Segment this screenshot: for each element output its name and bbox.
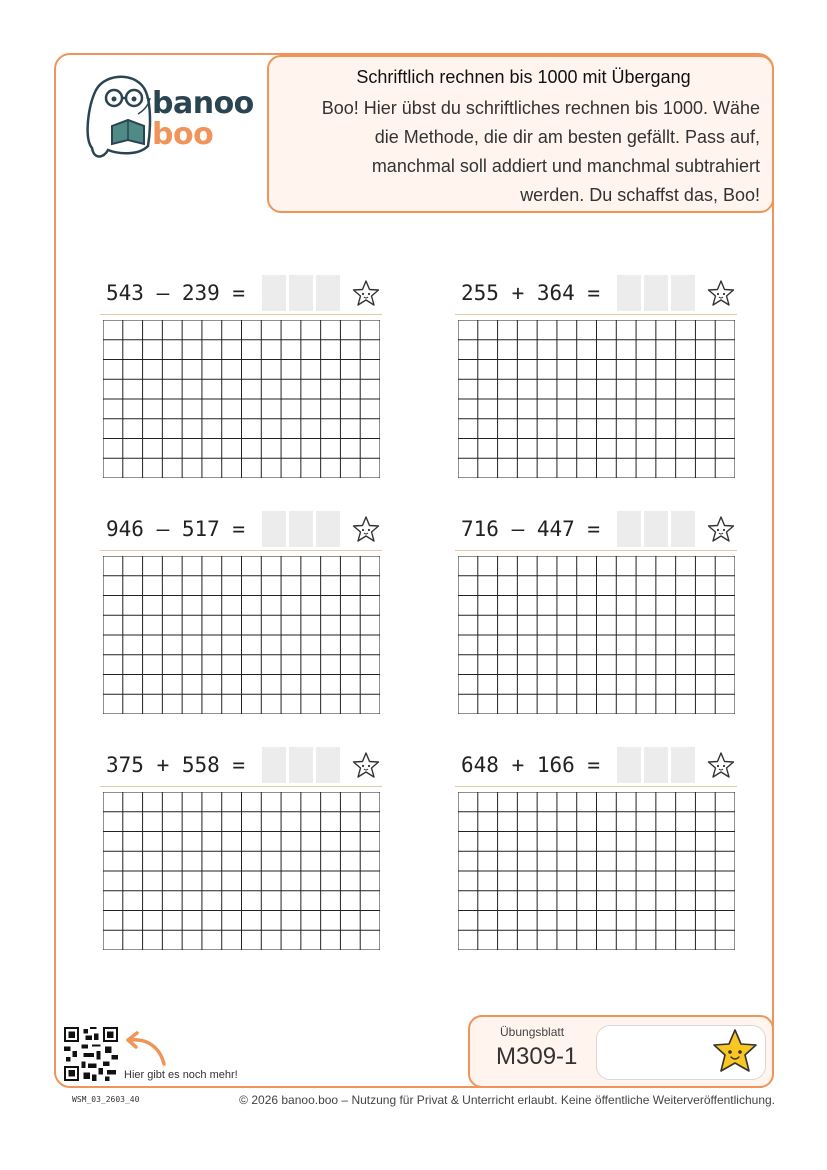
answer-box-hundreds[interactable]: [617, 747, 641, 783]
answer-box-hundreds[interactable]: [617, 511, 641, 547]
equation-row: [455, 746, 737, 786]
equation-underline: [455, 314, 737, 315]
answer-box-tens[interactable]: [289, 747, 313, 783]
equation-row: [455, 510, 737, 550]
answer-box-hundreds[interactable]: [262, 511, 286, 547]
equation-row: [455, 274, 737, 314]
equation-underline: [100, 314, 382, 315]
answer-box-tens[interactable]: [644, 275, 668, 311]
document-id: WSM_03_2603_40: [72, 1095, 140, 1104]
answer-box-ones[interactable]: [671, 511, 695, 547]
calculation-grid[interactable]: [103, 792, 380, 950]
worksheet-title: Schriftlich rechnen bis 1000 mit Übergang: [356, 67, 691, 87]
instruction-line-4: werden. Du schaffst das, Boo!: [520, 185, 760, 205]
equation-text: 648 + 166 =: [461, 753, 601, 777]
answer-box-hundreds[interactable]: [262, 275, 286, 311]
more-content-link[interactable]: Hier gibt es noch mehr!: [124, 1069, 238, 1081]
answer-box-tens[interactable]: [289, 511, 313, 547]
instructions-box: [267, 55, 774, 213]
equation-text: 716 – 447 =: [461, 517, 601, 541]
star-icon[interactable]: [705, 278, 737, 310]
equation-row: [100, 274, 382, 314]
calculation-grid[interactable]: [458, 556, 735, 714]
equation-text: 543 – 239 =: [106, 281, 246, 305]
result-field[interactable]: [596, 1025, 766, 1080]
answer-box-ones[interactable]: [316, 511, 340, 547]
answer-box-tens[interactable]: [289, 275, 313, 311]
equation-row: [100, 510, 382, 550]
answer-box-tens[interactable]: [644, 511, 668, 547]
equation-underline: [100, 786, 382, 787]
qr-code-icon[interactable]: [64, 1027, 118, 1081]
equation-text: 255 + 364 =: [461, 281, 601, 305]
worksheet-label: Übungsblatt: [500, 1025, 565, 1039]
answer-box-ones[interactable]: [671, 275, 695, 311]
equation-underline: [100, 550, 382, 551]
happy-star-icon: [709, 1027, 761, 1079]
answer-box-ones[interactable]: [316, 747, 340, 783]
equation-text: 375 + 558 =: [106, 753, 246, 777]
star-icon[interactable]: [705, 514, 737, 546]
answer-box-hundreds[interactable]: [262, 747, 286, 783]
worksheet-id-box: [468, 1015, 774, 1088]
equation-underline: [455, 550, 737, 551]
instruction-line-1: Boo! Hier übst du schriftliches rechnen bis 1000. Wähe: [321, 98, 760, 118]
calculation-grid[interactable]: [103, 320, 380, 478]
calculation-grid[interactable]: [458, 792, 735, 950]
calculation-grid[interactable]: [458, 320, 735, 478]
star-icon[interactable]: [705, 750, 737, 782]
curved-arrow-icon: [120, 1030, 168, 1070]
answer-box-hundreds[interactable]: [617, 275, 641, 311]
star-icon[interactable]: [350, 278, 382, 310]
answer-box-tens[interactable]: [644, 747, 668, 783]
instruction-line-3: manchmal soll addiert und manchmal subtrahiert: [371, 156, 760, 176]
answer-box-ones[interactable]: [671, 747, 695, 783]
equation-text: 946 – 517 =: [106, 517, 246, 541]
worksheet-code: M309-1: [496, 1043, 578, 1070]
equation-row: [100, 746, 382, 786]
answer-box-ones[interactable]: [316, 275, 340, 311]
equation-underline: [455, 786, 737, 787]
copyright-notice: © 2026 banoo.boo – Nutzung für Privat & Unterricht erlaubt. Keine öffentliche Weiterveröffentlichung.: [239, 1093, 775, 1107]
instruction-line-2: die Methode, die dir am besten gefällt. Pass auf,: [374, 127, 760, 147]
star-icon[interactable]: [350, 514, 382, 546]
brand-name-line2: boo: [152, 117, 214, 152]
calculation-grid[interactable]: [103, 556, 380, 714]
brand-name-line1: banoo: [152, 86, 254, 121]
star-icon[interactable]: [350, 750, 382, 782]
